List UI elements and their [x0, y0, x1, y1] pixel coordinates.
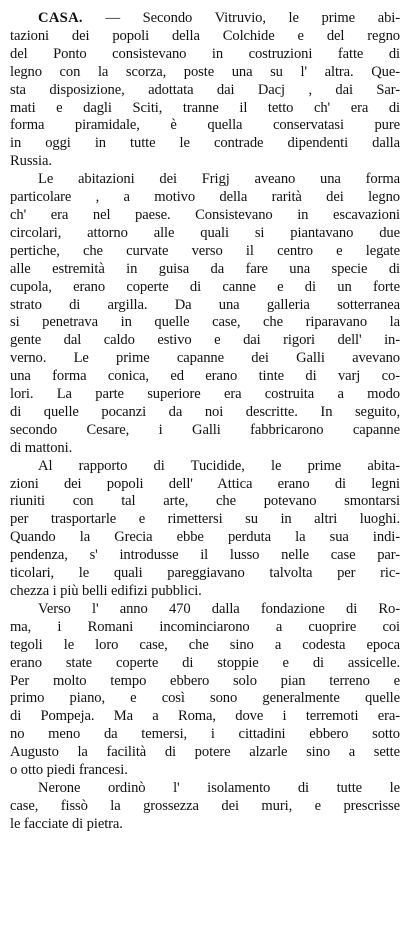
text-line: ticolari, le quali pareggiavano talvolta per ric-: [10, 565, 400, 582]
text-line: del Ponto consistevano in costruzioni fatte di: [10, 45, 400, 62]
text-line: gente dal caldo estivo e dai rigori dell' in-: [10, 332, 400, 349]
text-line: Augusto la facilità di potere alzarle sino a sette: [10, 744, 400, 761]
text-line: Nerone ordinò l' isolamento di tutte le: [38, 779, 400, 796]
text-line: Le abitazioni dei Frigj aveano una forma: [38, 171, 400, 188]
text-line: legno con la scorza, poste una su l' altra. Que-: [10, 63, 400, 80]
text-line: Russia.: [10, 153, 52, 170]
text-line: alle estremità in guisa da fare una specie di: [10, 260, 400, 277]
text-line: riuniti con tal arte, che potevano smontarsi: [10, 493, 400, 510]
text-line: mati e dagli Sciti, tranne il tetto ch' era di: [10, 99, 400, 116]
text-line: una forma conica, ed erano tinte di varj co-: [10, 368, 400, 385]
text-line: o otto piedi francesi.: [10, 762, 128, 779]
text-line: erano state coperte di stoppie e di assicelle.: [10, 654, 400, 671]
text-line: CASA. — Secondo Vitruvio, le prime abi-: [38, 10, 400, 26]
entry-heading: CASA.: [38, 10, 83, 26]
text-line: strato di argilla. Da una galleria sotterranea: [10, 296, 400, 313]
text-line: tegoli le loro case, che sino a codesta epoca: [10, 636, 400, 653]
text-line: forma piramidale, è quella conservatasi pure: [10, 117, 400, 134]
text-line: zioni dei popoli dell' Attica erano di legni: [10, 475, 400, 492]
text-line: Verso l' anno 470 dalla fondazione di Ro-: [38, 600, 400, 617]
text-line: sta disposizione, adottata dai Dacj , dai Sar-: [10, 81, 400, 98]
text-line: di quelle pocanzi da noi descritte. In seguito,: [10, 403, 400, 420]
paragraph-4: [10, 601, 400, 780]
text-line: cupola, erano coperte di canne e di un forte: [10, 278, 400, 295]
paragraph-2: [10, 171, 400, 458]
paragraph-5: [10, 780, 400, 834]
text-line: Per molto tempo ebbero solo pian terreno e: [10, 672, 400, 689]
text-line: Al rapporto di Tucidide, le prime abita-: [38, 457, 400, 474]
text-line: case, fissò la grossezza dei muri, e prescrisse: [10, 797, 400, 814]
text-line: le facciate di pietra.: [10, 815, 123, 832]
text-line: pendenza, s' introdusse il lusso nelle case par-: [10, 547, 400, 564]
text-line: no meno da temersi, i cittadini ebbero sotto: [10, 726, 400, 743]
text-line: verno. Le prime capanne dei Galli avevano: [10, 350, 400, 367]
paragraph-3: [10, 458, 400, 601]
text-line: di mattoni.: [10, 439, 73, 456]
text-line: secondo Cesare, i Galli fabbricarono capanne: [10, 421, 400, 438]
text-line: circolari, attorno alle quali si piantavano due: [10, 224, 400, 241]
text-line: si penetrava in quelle case, che riparavano la: [10, 314, 400, 331]
text-line: primo piano, e così sono generalmente quelle: [10, 690, 400, 707]
text-line: ch' era nel paese. Consistevano in escavazioni: [10, 206, 400, 223]
text-line: particolare , a motivo della rarità dei legno: [10, 189, 400, 206]
text-line: di Pompeja. Ma a Roma, dove i terremoti era-: [10, 708, 400, 725]
paragraph-1: [10, 10, 400, 171]
text-line: ma, i Romani incominciarono a cuoprire coi: [10, 618, 400, 635]
text-line: tazioni dei popoli della Colchide e del regno: [10, 27, 400, 44]
text-line: chezza i più belli edifizi pubblici.: [10, 583, 202, 599]
text-line: pertiche, che curvate verso il centro e legate: [10, 242, 400, 259]
text-line: per trasportarle e rimettersi su in altri luoghi.: [10, 511, 400, 528]
text-line: Quando la Grecia ebbe perduta la sua indi-: [10, 529, 400, 546]
text-line: in oggi in tutte le contrade dipendenti dalla: [10, 135, 400, 152]
text-line: lori. La parte superiore era costruita a modo: [10, 386, 400, 403]
